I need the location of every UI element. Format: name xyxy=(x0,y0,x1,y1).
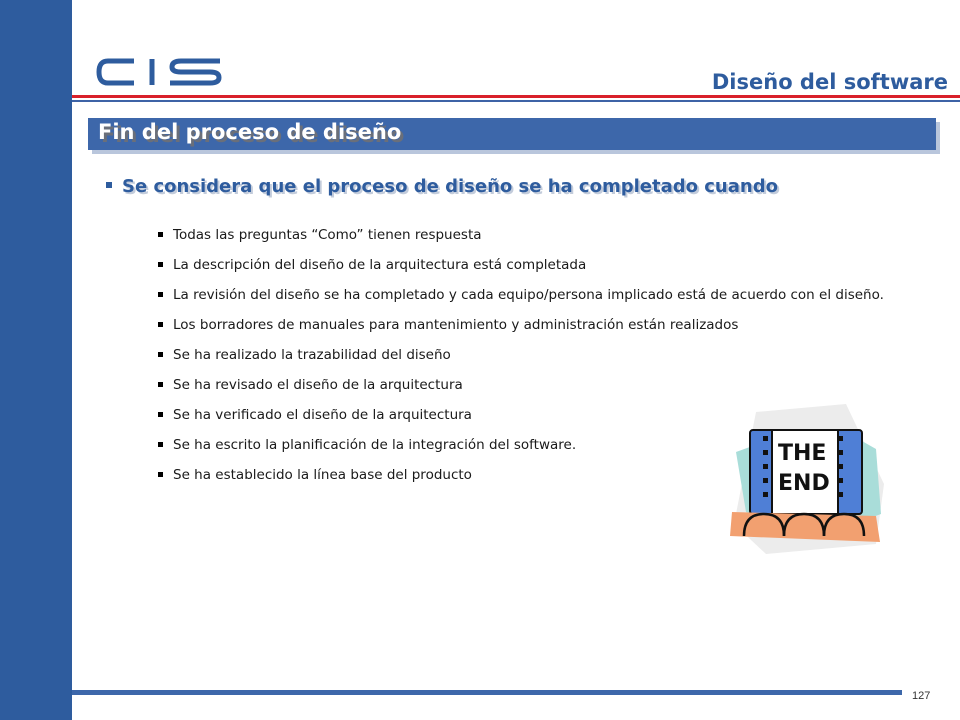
bullet-square-icon xyxy=(106,182,112,188)
list-item-text: Los borradores de manuales para mantenimiento y administración están realizados xyxy=(173,317,739,333)
list-item-text: Se ha realizado la trazabilidad del diseño xyxy=(173,347,451,363)
section-title: Fin del proceso de diseño xyxy=(98,120,402,144)
bullet-square-icon xyxy=(158,352,163,357)
cis-logo xyxy=(94,56,226,88)
header-divider-blue xyxy=(72,100,960,102)
header-title: Diseño del software xyxy=(711,70,948,94)
bullet-square-icon xyxy=(158,412,163,417)
main-bullet-text: Se considera que el proceso de diseño se ha completado cuando xyxy=(122,176,778,197)
list-item-text: La descripción del diseño de la arquitectura está completada xyxy=(173,257,587,273)
main-bullet-point xyxy=(106,176,778,197)
bullet-square-icon xyxy=(158,292,163,297)
list-item-text: Se ha revisado el diseño de la arquitectura xyxy=(173,377,463,393)
the-end-clipart xyxy=(726,404,886,554)
list-item xyxy=(158,288,908,303)
list-item-text: La revisión del diseño se ha completado y cada equipo/persona implicado está de acuerdo con el diseño. xyxy=(173,287,884,303)
list-item-text: Todas las preguntas “Como” tienen respuesta xyxy=(173,227,482,243)
bullet-square-icon xyxy=(158,382,163,387)
bullet-square-icon xyxy=(158,232,163,237)
list-item-text: Se ha verificado el diseño de la arquitectura xyxy=(173,407,472,423)
list-item xyxy=(158,228,908,243)
list-item-text: Se ha escrito la planificación de la integración del software. xyxy=(173,437,577,453)
list-item xyxy=(158,318,908,333)
bullet-square-icon xyxy=(158,262,163,267)
footer-divider xyxy=(72,690,902,695)
list-item-text: Se ha establecido la línea base del producto xyxy=(173,467,472,483)
bullet-square-icon xyxy=(158,322,163,327)
page-number: 127 xyxy=(912,690,931,702)
clipart-text-the: THE xyxy=(778,441,827,466)
section-title-bar xyxy=(88,118,936,150)
bullet-square-icon xyxy=(158,472,163,477)
list-item xyxy=(158,258,908,273)
bullet-square-icon xyxy=(158,442,163,447)
clipart-text-end: END xyxy=(778,471,830,496)
left-sidebar-bar xyxy=(0,0,72,720)
header-divider-red xyxy=(72,95,960,98)
list-item xyxy=(158,378,908,393)
list-item xyxy=(158,348,908,363)
